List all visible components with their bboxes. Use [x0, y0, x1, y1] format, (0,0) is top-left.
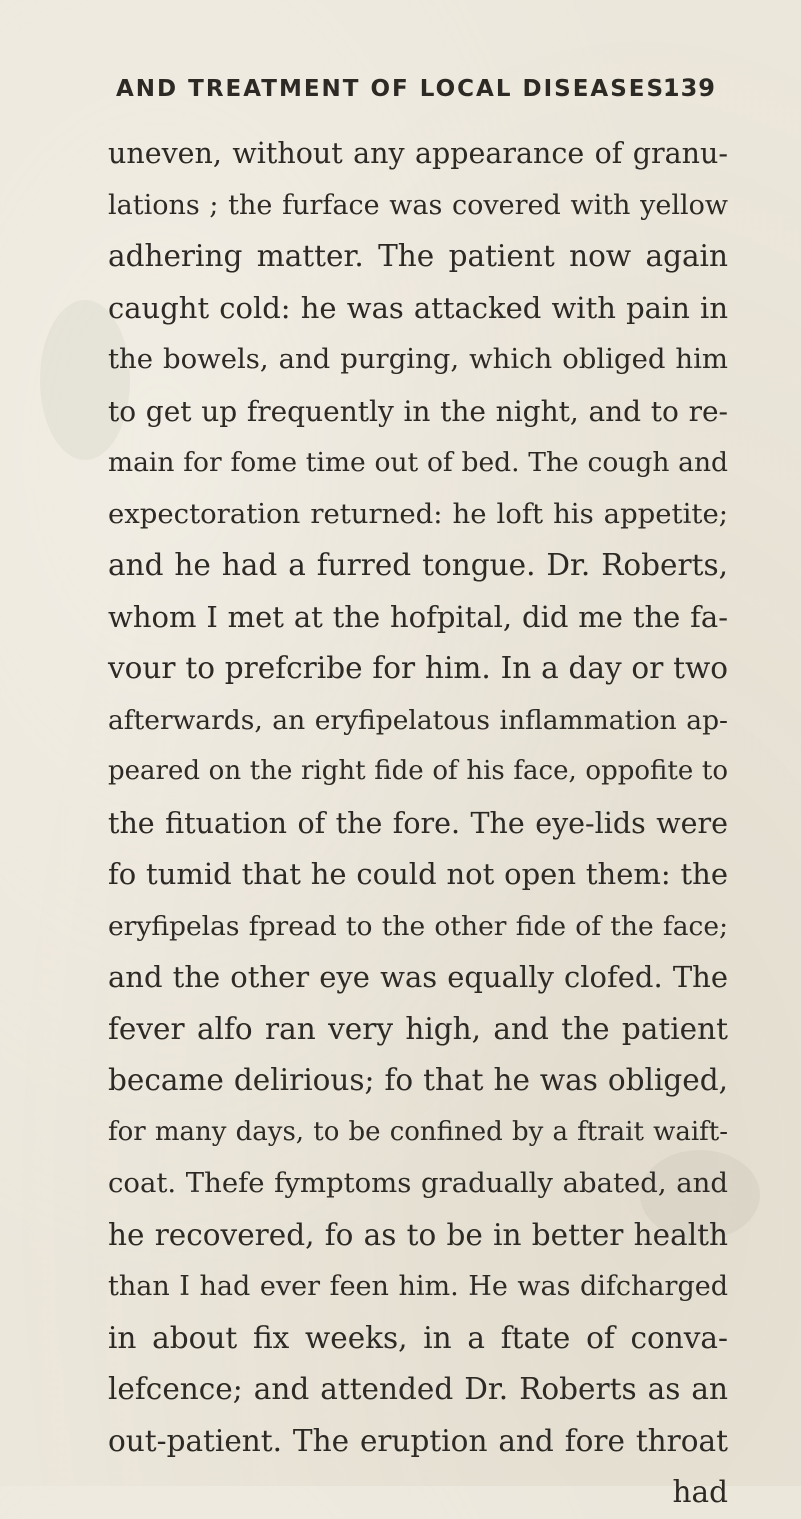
text-line: vour to prefcribe for him. In a day or two [108, 651, 728, 685]
page-number: 139 [662, 74, 716, 102]
text-line: lations ; the furface was covered with yellow [108, 189, 728, 221]
running-head-title: AND TREATMENT OF LOCAL DISEASES. [116, 76, 676, 102]
text-line: whom I met at the hofpital, did me the fa- [108, 599, 728, 634]
text-line: eryfipelas fpread to the other fide of the face; [108, 910, 728, 942]
text-line: the bowels, and purging, which obliged him [108, 343, 728, 375]
text-line: he recovered, fo as to be in better health [108, 1217, 728, 1252]
text-line: caught cold: he was attacked with pain in [108, 290, 728, 325]
text-line: peared on the right fide of his face, oppofite to [108, 756, 728, 786]
text-line: afterwards, an eryfipelatous inflammation ap- [108, 704, 728, 736]
text-line: for many days, to be confined by a ftrait waift- [108, 1116, 728, 1147]
body-text [108, 128, 728, 1519]
text-line: and the other eye was equally clofed. The [108, 960, 728, 994]
text-line: in about fix weeks, in a ftate of conva- [108, 1320, 728, 1355]
text-line: coat. Thefe fymptoms gradually abated, and [108, 1167, 728, 1199]
text-line: expectoration returned: he loft his appetite; [108, 497, 728, 530]
text-line: uneven, without any appearance of granu- [108, 137, 728, 170]
text-line: and he had a furred tongue. Dr. Roberts, [108, 548, 728, 582]
running-head [116, 72, 716, 116]
catchword: had [672, 1475, 728, 1509]
text-line: fo tumid that he could not open them: the [108, 857, 728, 891]
text-line: the fituation of the fore. The eye-lids were [108, 806, 728, 840]
text-line: main for fome time out of bed. The cough and [108, 447, 728, 478]
text-line: to get up frequently in the night, and to re- [108, 394, 728, 428]
text-line: lefcence; and attended Dr. Roberts as an [108, 1372, 728, 1406]
text-line: than I had ever feen him. He was difcharged [108, 1271, 728, 1302]
text-line: fever alfo ran very high, and the patient [108, 1011, 728, 1046]
text-line: adhering matter. The patient now again [108, 239, 728, 273]
text-line: out-patient. The eruption and fore throat [108, 1423, 728, 1458]
text-line: became delirious; fo that he was obliged, [108, 1063, 728, 1097]
